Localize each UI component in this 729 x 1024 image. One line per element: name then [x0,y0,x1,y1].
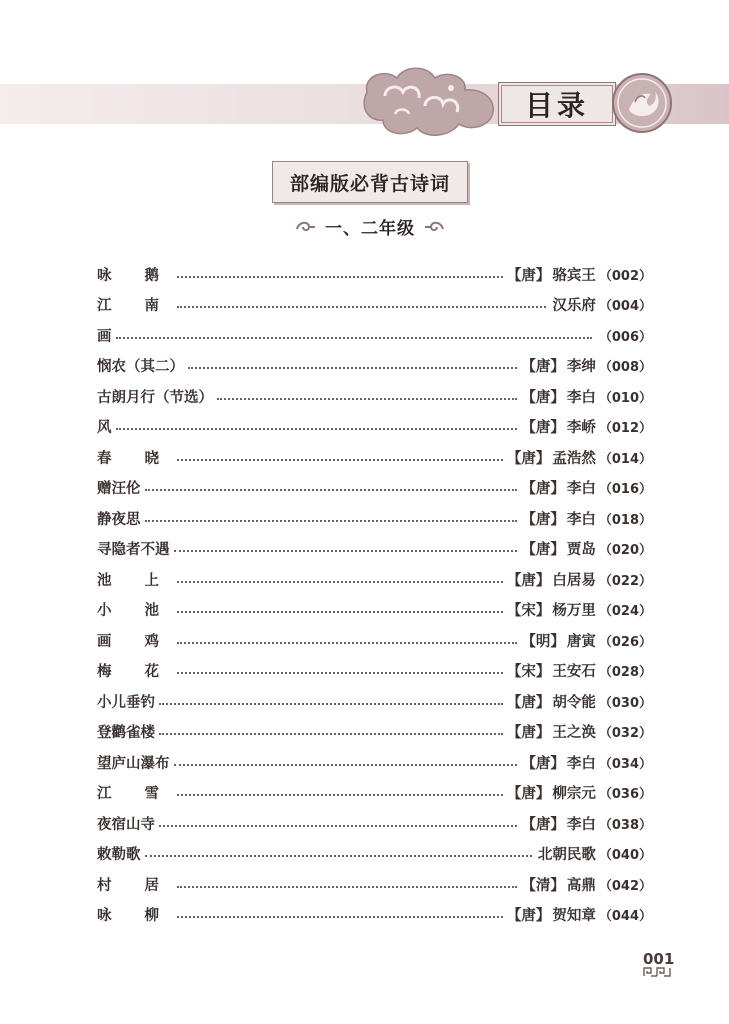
section-title: 部编版必背古诗词 [289,172,450,195]
toc-entry-dynasty: 【唐】 [521,419,565,437]
toc-entry-title: 江 南 [97,297,174,315]
page-title: 目录 [524,89,589,122]
toc-entry-title: 敕勒歌 [97,846,141,864]
toc-entry-dynasty: 【唐】 [521,358,565,376]
toc-entry-dynasty: 【唐】 [521,510,565,528]
toc-entry-author: 杨万里 [552,602,596,620]
toc-entry-author: 孟浩然 [552,449,596,467]
toc-entry-page: （028） [598,665,652,681]
toc-entry-dynasty: 【唐】 [521,541,565,559]
leader-dots [145,854,532,857]
leader-dots [177,610,503,613]
toc-entry-title: 望庐山瀑布 [97,754,170,772]
swirl-left-icon [295,219,317,233]
toc-entry[interactable] [97,564,652,595]
leader-dots [188,366,517,369]
toc-entry[interactable] [97,686,652,717]
toc-entry-page: （014） [598,451,652,467]
leader-dots [145,488,518,491]
toc-entry-dynasty: 【唐】 [506,907,551,925]
toc-entry[interactable] [97,625,652,656]
leader-dots [177,275,503,278]
toc-entry-author: 柳宗元 [552,785,596,803]
toc-entry[interactable] [97,808,652,839]
toc-entry[interactable] [97,442,652,473]
leader-dots [159,824,517,827]
toc-entry-title: 梅 花 [97,663,174,681]
toc-entry-page: （006） [598,329,652,345]
toc-entry-author: 北朝民歌 [537,846,596,864]
toc-entry-dynasty: 【唐】 [521,815,565,833]
toc-entry[interactable] [97,259,652,290]
toc-entry-page: （034） [598,756,652,772]
toc-entry-title: 登鹳雀楼 [97,724,155,742]
toc-entry-dynasty: 【唐】 [521,480,565,498]
leader-dots [159,732,503,735]
leader-dots [177,793,503,796]
toc-entry-page: （040） [598,848,652,864]
toc-entry-page: （030） [598,695,652,711]
toc-entry-title: 寻隐者不遇 [97,541,170,559]
toc-entry-page: （022） [598,573,652,589]
toc-entry[interactable] [97,595,652,626]
toc-entry-page: （012） [598,421,652,437]
toc-entry-page: （020） [598,543,652,559]
toc-list [97,259,652,930]
toc-entry-dynasty: 【唐】 [506,785,551,803]
toc-entry-author: 胡令能 [552,693,596,711]
toc-entry-page: （032） [598,726,652,742]
toc-entry-author: 李白 [566,388,596,406]
toc-entry-title: 春 晓 [97,449,174,467]
toc-entry-dynasty: 【唐】 [506,693,551,711]
leader-dots [174,549,518,552]
toc-entry-title: 小儿垂钓 [97,693,155,711]
toc-entry-page: （018） [598,512,652,528]
swirl-right-icon [423,219,445,233]
toc-entry[interactable] [97,747,652,778]
leader-dots [159,702,503,705]
toc-title-box [498,82,616,126]
toc-entry-dynasty: 【宋】 [506,663,551,681]
toc-entry[interactable] [97,778,652,809]
grade-heading: 一、二年级 [325,218,415,239]
toc-entry-title: 夜宿山寺 [97,815,155,833]
leader-dots [177,305,546,308]
leader-dots [145,519,518,522]
toc-entry[interactable] [97,839,652,870]
toc-entry-page: （016） [598,482,652,498]
leader-dots [217,397,517,400]
toc-entry-title: 村 居 [97,876,174,894]
toc-entry-author: 白居易 [552,571,596,589]
toc-entry-title: 赠汪伦 [97,480,141,498]
toc-entry-page: （026） [598,634,652,650]
toc-entry-dynasty: 【唐】 [521,388,565,406]
phoenix-emblem-icon [611,72,673,134]
toc-entry-title: 悯农（其二） [97,358,184,376]
toc-entry-author: 汉乐府 [552,297,596,315]
section-title-box [272,161,468,203]
fret-ornament-icon [643,967,671,977]
leader-dots [116,336,592,339]
toc-entry-title: 画 鸡 [97,632,174,650]
toc-entry-page: （008） [598,360,652,376]
toc-entry[interactable] [97,900,652,931]
toc-entry-author: 王安石 [552,663,596,681]
toc-entry-dynasty: 【唐】 [521,754,565,772]
toc-entry[interactable] [97,503,652,534]
toc-entry-page: （002） [598,268,652,284]
toc-entry-title: 咏 鹅 [97,266,174,284]
toc-entry-author: 贾岛 [566,541,596,559]
toc-entry[interactable] [97,351,652,382]
leader-dots [116,427,518,430]
toc-entry-author: 贺知章 [552,907,596,925]
toc-entry-page: （010） [598,390,652,406]
toc-entry-title: 池 上 [97,571,174,589]
toc-entry-author: 李白 [566,480,596,498]
cloud-ornament-icon [355,62,505,142]
toc-entry-page: （042） [598,878,652,894]
toc-entry[interactable] [97,320,652,351]
toc-entry-page: （004） [598,299,652,315]
toc-entry[interactable] [97,473,652,504]
toc-entry-author: 骆宾王 [552,266,596,284]
sub-heading [290,212,450,240]
toc-entry-page: （024） [598,604,652,620]
toc-entry[interactable] [97,381,652,412]
leader-dots [174,763,518,766]
toc-entry[interactable] [97,717,652,748]
toc-entry-page: （044） [598,909,652,925]
toc-entry-page: （038） [598,817,652,833]
leader-dots [177,885,517,888]
toc-entry-dynasty: 【清】 [521,876,565,894]
leader-dots [177,458,503,461]
toc-entry-author: 李绅 [566,358,596,376]
toc-entry[interactable] [97,869,652,900]
toc-entry-author: 高鼎 [566,876,596,894]
toc-entry-author: 李白 [566,510,596,528]
toc-entry-dynasty: 【唐】 [506,449,551,467]
leader-dots [177,915,503,918]
toc-entry-author: 李白 [566,815,596,833]
toc-entry-title: 江 雪 [97,785,174,803]
toc-entry[interactable] [97,290,652,321]
toc-entry[interactable] [97,656,652,687]
toc-entry-title: 小 池 [97,602,174,620]
leader-dots [177,641,517,644]
toc-entry[interactable] [97,412,652,443]
toc-entry[interactable] [97,534,652,565]
toc-entry-dynasty: 【唐】 [506,266,551,284]
page-number: 001 [643,950,675,968]
toc-entry-page: （036） [598,787,652,803]
toc-entry-title: 咏 柳 [97,907,174,925]
toc-entry-dynasty: 【唐】 [506,571,551,589]
toc-entry-author: 李峤 [566,419,596,437]
toc-entry-author: 李白 [566,754,596,772]
leader-dots [177,580,503,583]
toc-entry-title: 画 [97,327,112,345]
leader-dots [177,671,503,674]
toc-entry-title: 静夜思 [97,510,141,528]
toc-entry-dynasty: 【唐】 [506,724,551,742]
toc-entry-dynasty: 【宋】 [506,602,551,620]
toc-entry-author: 唐寅 [566,632,596,650]
toc-entry-author: 王之涣 [552,724,596,742]
toc-entry-dynasty: 【明】 [521,632,565,650]
toc-entry-title: 古朗月行（节选） [97,388,213,406]
toc-entry-title: 风 [97,419,112,437]
